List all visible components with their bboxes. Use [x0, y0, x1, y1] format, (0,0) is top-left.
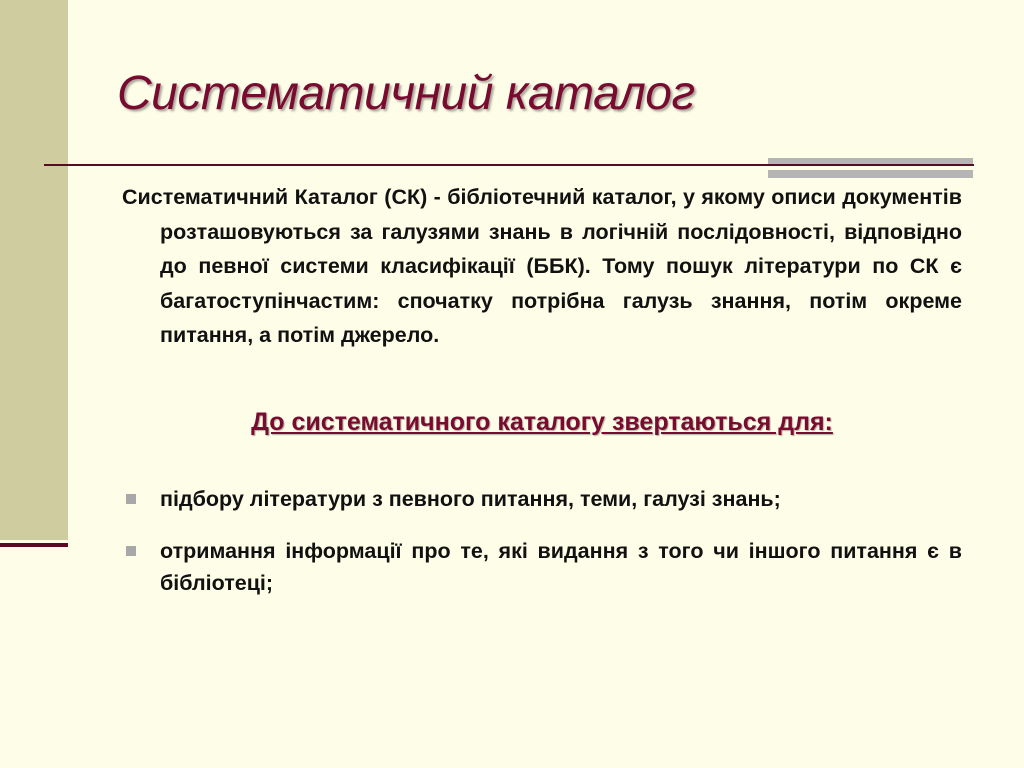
title-rule [44, 164, 974, 166]
list-item [122, 535, 962, 599]
subheading: До систематичного каталогу звертаються для: [251, 408, 833, 436]
square-bullet-icon [126, 546, 136, 556]
title-rule-gray-bottom [768, 170, 973, 178]
paragraph-rest: описи документів розташовуються за галузями знань в логічній послідовності, відповідно до певної системи класифікації (ББК). Тому пошук літератури по СК є багатоступінчастим: спочатку потрібна галузь знання, потім окреме питання, а потім джерело. [160, 185, 962, 347]
slide-title: Систематичний каталог [117, 67, 695, 120]
bullet-text: підбору літератури з певного питання, теми, галузі знань; [160, 487, 781, 511]
list-item [122, 483, 962, 515]
left-decorative-band [0, 0, 68, 540]
square-bullet-icon [126, 494, 136, 504]
bullet-text: отримання інформації про те, які видання з того чи іншого питання є в бібліотеці; [160, 539, 962, 595]
paragraph-first-line: Систематичний Каталог (СК) - бібліотечний каталог, у якому [122, 185, 765, 209]
definition-paragraph [122, 180, 962, 353]
left-accent-line [0, 543, 68, 547]
bullet-list [122, 483, 962, 619]
